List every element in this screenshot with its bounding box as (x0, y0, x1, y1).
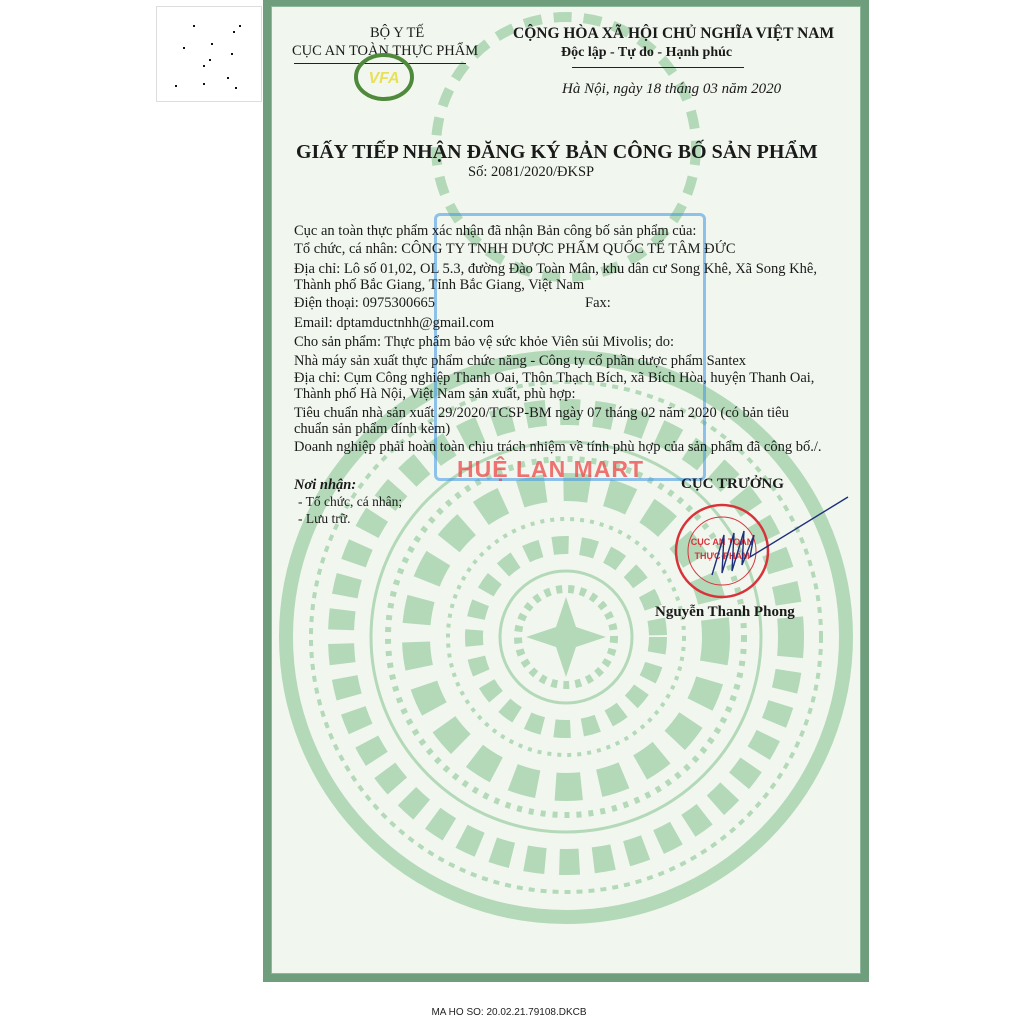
document-number: Số: 2081/2020/ĐKSP (468, 164, 595, 180)
signer-name: Nguyễn Thanh Phong (655, 604, 795, 620)
body-line: Thành phố Bắc Giang, Tỉnh Bắc Giang, Việt Nam (294, 277, 585, 293)
agency-name: CỤC AN TOÀN THỰC PHẨM (292, 43, 479, 59)
watermark-text: HUỆ LAN MART (457, 456, 645, 482)
body-line: Tiêu chuẩn nhà sản xuất 29/2020/TCSP-BM ngày 07 tháng 02 năm 2020 (có bản tiêu (294, 405, 789, 421)
qr-pattern (173, 21, 245, 89)
fax-label: Fax: (585, 295, 611, 311)
signature-mark (712, 497, 848, 575)
signer-title: CỤC TRƯỞNG (681, 476, 784, 492)
body-line: Doanh nghiệp phải hoàn toàn chịu trách nhiệm về tính phù hợp của sản phẩm đã công bố./. (294, 439, 822, 455)
body-line: Thành phố Hà Nội, Việt Nam sản xuất, phù hợp: (294, 386, 576, 402)
nation-name: CỘNG HÒA XÃ HỘI CHỦ NGHĨA VIỆT NAM (513, 25, 835, 42)
body-line: chuẩn sản phẩm đính kèm) (294, 421, 451, 437)
certificate-document (263, 0, 869, 982)
body-line: Tổ chức, cá nhân: CÔNG TY TNHH DƯỢC PHẨM QUỐC TẾ TÂM ĐỨC (294, 241, 736, 257)
body-line: Email: dptamductnhh@gmail.com (294, 315, 495, 331)
ministry-name: BỘ Y TẾ (370, 25, 425, 41)
svg-text:THỰC PHẨM: THỰC PHẨM (694, 551, 750, 561)
qr-code (156, 6, 262, 102)
certificate-paper (271, 6, 861, 974)
document-title: GIẤY TIẾP NHẬN ĐĂNG KÝ BẢN CÔNG BỐ SẢN PHẨM (296, 141, 818, 163)
body-line: Cục an toàn thực phẩm xác nhận đã nhận Bản công bố sản phẩm của: (294, 223, 697, 239)
svg-text:VFA: VFA (368, 70, 400, 87)
recipient-item: - Lưu trữ. (298, 511, 351, 526)
recipients-label: Nơi nhận: (294, 477, 357, 493)
svg-text:CỤC AN TOÀN: CỤC AN TOÀN (690, 537, 754, 547)
dossier-code: MA HO SO: 20.02.21.79108.DKCB (431, 1007, 587, 1018)
body-line: Địa chỉ: Lô số 01,02, OL 5.3, đường Đào Toàn Mân, khu dân cư Song Khê, Xã Song Khê, (294, 261, 817, 277)
recipient-item: - Tổ chức, cá nhân; (298, 494, 403, 509)
place-date: Hà Nội, ngày 18 tháng 03 năm 2020 (562, 81, 782, 97)
national-motto: Độc lập - Tự do - Hạnh phúc (561, 45, 733, 60)
body-line: Nhà máy sản xuất thực phẩm chức năng - Công ty cổ phần dược phẩm Santex (294, 353, 747, 369)
vfa-logo (352, 51, 416, 103)
body-line: Địa chỉ: Cụm Công nghiệp Thanh Oai, Thôn Thạch Bích, xã Bích Hòa, huyện Thanh Oai, (294, 370, 815, 386)
official-stamp (672, 495, 852, 615)
divider (572, 67, 744, 68)
body-line: Điện thoại: 0975300665 (294, 295, 435, 311)
body-line: Cho sản phẩm: Thực phẩm bảo vệ sức khỏe Viên sủi Mivolis; do: (294, 334, 674, 350)
